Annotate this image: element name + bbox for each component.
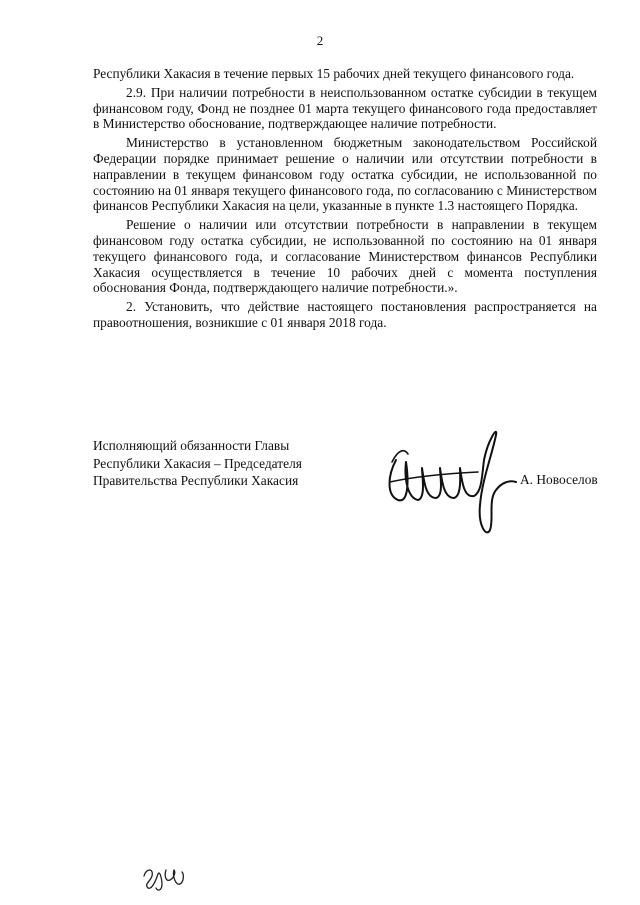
page-number: 2 xyxy=(316,33,324,48)
signatory-title-line3: Правительства Республики Хакасия xyxy=(93,473,299,488)
document-body xyxy=(93,66,597,334)
signatory-title xyxy=(93,437,302,490)
handwritten-initials xyxy=(140,862,190,894)
signatory-title-line1: Исполняющий обязанности Главы xyxy=(93,438,290,453)
paragraph-continuation: Республики Хакасия в течение первых 15 рабочих дней текущего финансового года. xyxy=(93,66,575,81)
paragraph-decision-timing: Решение о наличии или отсутствии потребности в направлении в текущем финансовом году остатка субсидии, не использованной по состоянию на 01 января текущего финансового года, и согласование Министерством финансов Республики Хакасия осуществляется в течение 10 рабочих дней с момента поступления обоснования Фонда, подтверждающего наличие потребности.». xyxy=(93,217,597,296)
paragraph-ministry-decision: Министерство в установленном бюджетным законодательством Российской Федерации порядке принимает решение о наличии или отсутствии потребности в направлении в текущем финансовом году остатка субсидии, не использованной по состоянию на 01 января текущего финансового года, по согласованию с Министерством финансов Республики Хакасия на цели, указанные в пункте 1.3 настоящего Порядка. xyxy=(93,135,597,214)
signatory-title-line2: Республики Хакасия – Председателя xyxy=(93,455,302,471)
paragraph-2-effect: 2. Установить, что действие настоящего постановления распространяется на правоотношения, возникшие с 01 января 2018 года. xyxy=(93,299,597,330)
handwritten-signature xyxy=(378,420,528,545)
paragraph-2-9: 2.9. При наличии потребности в неиспользованном остатке субсидии в текущем финансовом году, Фонд не позднее 01 марта текущего финансового года предоставляет в Министерство обоснование, подтверждающее наличие потребности. xyxy=(93,84,597,132)
signer-name: А. Новоселов xyxy=(520,472,598,487)
